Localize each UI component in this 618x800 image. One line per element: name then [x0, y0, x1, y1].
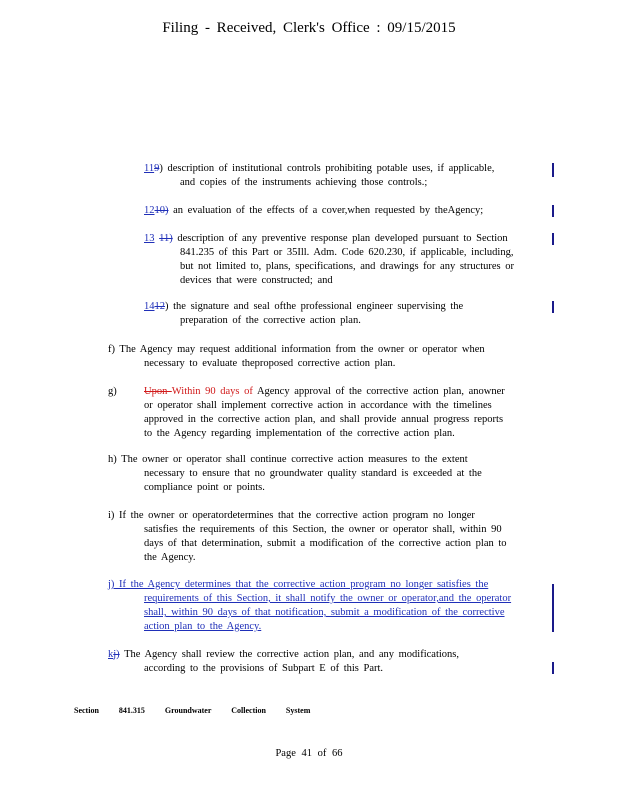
- section-footer: Section 841.315 Groundwater Collection System: [74, 706, 311, 715]
- subsection-text: i) If the owner or operatordetermines that the corrective action program no longer: [108, 510, 475, 521]
- item-text: preparation of the corrective action plan.: [180, 315, 361, 326]
- item-number-new: 12: [144, 205, 155, 216]
- item-text: devices that were constructed; and: [180, 275, 333, 286]
- subsection-j-inserted: [108, 578, 511, 634]
- subsection-label-new: k: [108, 649, 114, 660]
- subsection-h: [108, 453, 482, 495]
- subsection-text: days of that determination, submit a modification of the corrective action plan to: [144, 538, 507, 549]
- subsection-text: shall, within 90 days of that notification, submit a modification of the corrective: [144, 607, 505, 618]
- subsection-text: The Agency shall review the corrective action plan, and any modifications,: [119, 649, 459, 660]
- item-number-old: 9: [154, 163, 160, 174]
- change-bar: [552, 233, 554, 245]
- subsection-label-old: j): [113, 649, 120, 660]
- change-bar: [552, 163, 554, 177]
- item-text: description of any preventive response plan developed pursuant to Section: [172, 233, 508, 244]
- inserted-text: Within 90 days of: [171, 386, 257, 397]
- subsection-text: necessary to evaluate theproposed corrective action plan.: [144, 358, 396, 369]
- subsection-text: or operator shall implement corrective action in accordance with the timelines: [144, 400, 492, 411]
- item-text: 841.235 of this Part or 35Ill. Adm. Code 620.230, if applicable, including,: [180, 247, 514, 258]
- item-12: [144, 204, 483, 218]
- subsection-text: to the Agency regarding implementation of the corrective action plan.: [144, 428, 455, 439]
- page-number: Page 41 of 66: [275, 748, 343, 759]
- item-text: but not limited to, plans, specifications, and drawings for any structures or: [180, 261, 515, 272]
- subsection-text: necessary to ensure that no groundwater quality standard is exceeded at the: [144, 468, 482, 479]
- item-number-new: 14: [144, 301, 155, 312]
- item-number-new: 11: [144, 163, 155, 174]
- subsection-f: [108, 343, 485, 371]
- filing-header: Filing - Received, Clerk's Office : 09/15/2015: [162, 20, 456, 36]
- subsection-text: action plan to the Agency.: [144, 621, 262, 632]
- item-text: ) the signature and seal ofthe professional engineer supervising the: [165, 301, 464, 312]
- subsection-text: h) The owner or operator shall continue corrective action measures to the extent: [108, 454, 468, 465]
- change-bar: [552, 584, 554, 632]
- item-text: an evaluation of the effects of a cover,when requested by theAgency;: [168, 205, 484, 216]
- item-number-old: 11): [159, 233, 173, 244]
- subsection-g: [108, 385, 505, 441]
- subsection-k: [108, 648, 459, 676]
- subsection-label: g): [108, 386, 117, 397]
- subsection-text: requirements of this Section, it shall notify the owner or operator,and the operator: [144, 593, 512, 604]
- subsection-i: [108, 509, 507, 565]
- subsection-text: according to the provisions of Subpart E of this Part.: [144, 663, 384, 674]
- item-text: and copies of the instruments achieving those controls.;: [180, 177, 428, 188]
- change-bar: [552, 301, 554, 313]
- subsection-text: compliance point or points.: [144, 482, 265, 493]
- struck-text: Upon: [144, 386, 172, 397]
- item-14: [144, 300, 463, 328]
- item-number-new: 13: [144, 233, 155, 244]
- item-11: [144, 162, 494, 190]
- change-bar: [552, 662, 554, 674]
- item-number-old: 12: [154, 301, 165, 312]
- item-text: ) description of institutional controls prohibiting potable uses, if applicable,: [159, 163, 495, 174]
- subsection-text: f) The Agency may request additional information from the owner or operator when: [108, 344, 485, 355]
- subsection-text: the Agency.: [144, 552, 196, 563]
- subsection-text: satisfies the requirements of this Section, the owner or operator shall, within 90: [144, 524, 502, 535]
- subsection-text: approved in the corrective action plan, and shall provide annual progress reports: [144, 414, 504, 425]
- change-bar: [552, 205, 554, 217]
- subsection-text: j) If the Agency determines that the corrective action program no longer satisfies the: [108, 579, 489, 590]
- item-number-old: 10): [154, 205, 169, 216]
- subsection-text: Agency approval of the corrective action plan, anowner: [256, 386, 505, 397]
- item-13: [144, 232, 514, 288]
